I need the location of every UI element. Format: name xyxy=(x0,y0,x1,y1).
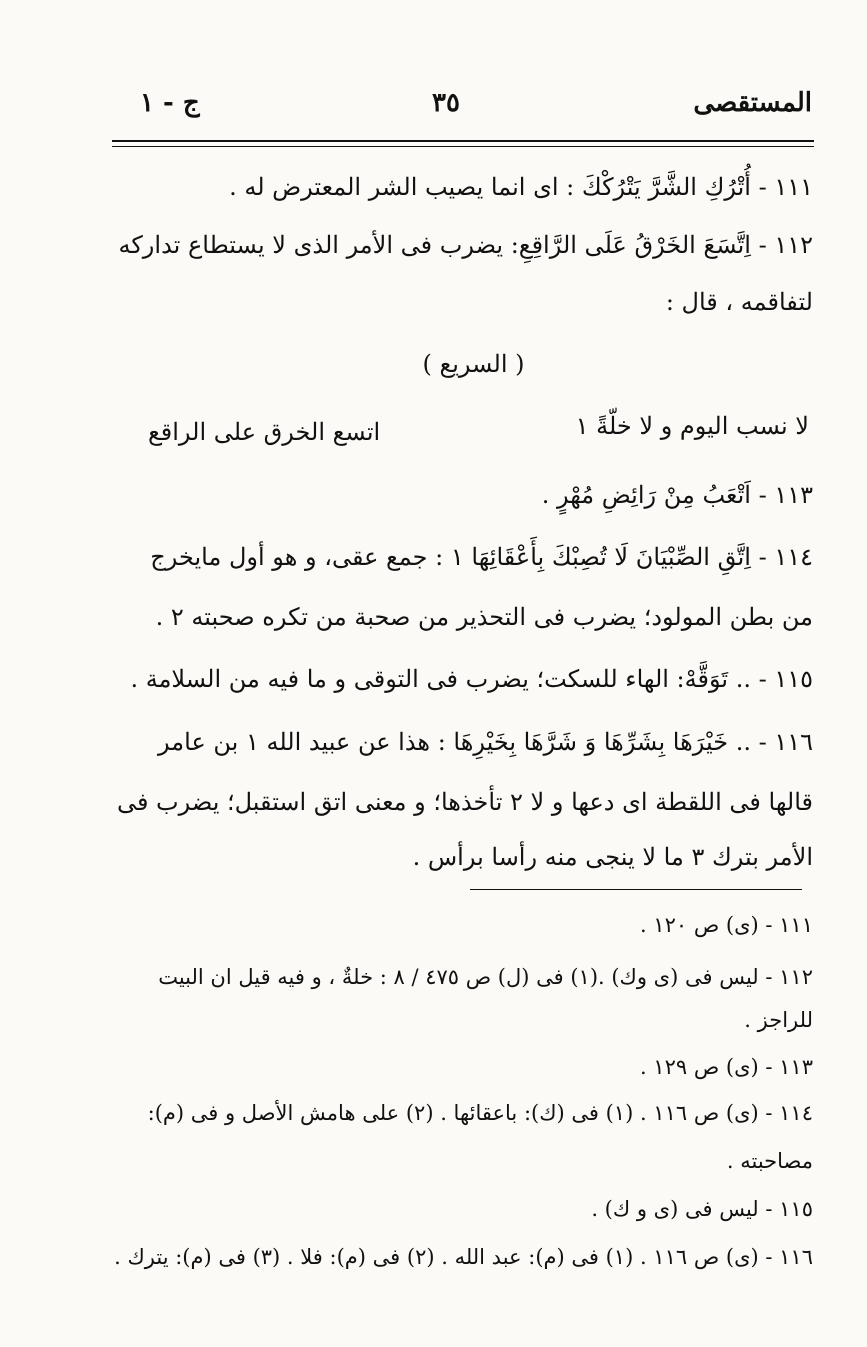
entry-116-cont2: الأمر بترك ٣ ما لا ينجى منه رأسا برأس . xyxy=(412,843,813,871)
entry-116-cont1: قالها فى اللقطة اى دعها و لا ٢ تأخذها؛ و معنى اتق استقبل؛ يضرب فى xyxy=(116,788,813,816)
entry-112: ١١٢ - اِتَّسَعَ الخَرْقُ عَلَى الرَّاقِعِ: يضرب فى الأمر الذى لا يستطاع تداركه xyxy=(118,231,813,259)
book-title: المستقصى xyxy=(693,88,812,118)
entry-111: ١١١ - أُتْرُكِ الشَّرَّ يَتْرُكْكَ : اى انما يصيب الشر المعترض له . xyxy=(229,173,813,201)
footnote-113: ١١٣ - (ى) ص ١٢٩ . xyxy=(639,1055,813,1079)
volume-label: ج - ١ xyxy=(140,88,200,118)
verse-first-hemistich: لا نسب اليوم و لا خلّةً ١ xyxy=(575,412,809,440)
footnote-116: ١١٦ - (ى) ص ١١٦ . (١) فى (م): عبد الله . (٢) فى (م): فلا . (٣) فى (م): يترك . xyxy=(114,1245,813,1269)
running-header xyxy=(112,78,812,128)
entry-114-cont: من بطن المولود؛ يضرب فى التحذير من صحبة من تكره صحبته ٢ . xyxy=(155,603,813,631)
entry-116: ١١٦ - .. خَيْرَهَا بِشَرِّهَا وَ شَرَّهَا بِخَيْرِهَا : هذا عن عبيد الله ١ بن عامر xyxy=(158,728,813,756)
header-rule xyxy=(112,140,814,142)
verse-second-hemistich: اتسع الخرق على الراقع xyxy=(148,418,381,446)
footnote-115: ١١٥ - ليس فى (ى و ك) . xyxy=(591,1197,813,1221)
entry-113: ١١٣ - اَتْعَبُ مِنْ رَائِضِ مُهْرٍ . xyxy=(541,481,813,509)
poetic-meter: ( السريع ) xyxy=(422,350,525,378)
page-number: ٣٥ xyxy=(432,88,460,118)
entry-112-cont: لتفاقمه ، قال : xyxy=(665,288,813,316)
entry-115: ١١٥ - .. تَوَقَّهْ: الهاء للسكت؛ يضرب فى التوقى و ما فيه من السلامة . xyxy=(130,665,813,693)
footnote-112: ١١٢ - ليس فى (ى وك) .(١) فى (ل) ص ٤٧٥ / ٨ : خلةٌ ، و فيه قيل ان البيت xyxy=(158,965,813,989)
footnote-111: ١١١ - (ى) ص ١٢٠ . xyxy=(639,913,813,937)
footnote-separator xyxy=(470,889,802,890)
header-rule-thin xyxy=(112,146,814,147)
footnote-114: ١١٤ - (ى) ص ١١٦ . (١) فى (ك): باعقائها . (٢) على هامش الأصل و فى (م): xyxy=(147,1101,813,1125)
footnote-114-cont: مصاحبته . xyxy=(726,1149,813,1173)
footnote-112-cont: للراجز . xyxy=(744,1008,813,1032)
entry-114: ١١٤ - اِتَّقِ الصِّبْيَانَ لَا تُصِبْكَ بِأَعْقَائِهَا ١ : جمع عقى، و هو أول مايخرج xyxy=(150,543,813,571)
